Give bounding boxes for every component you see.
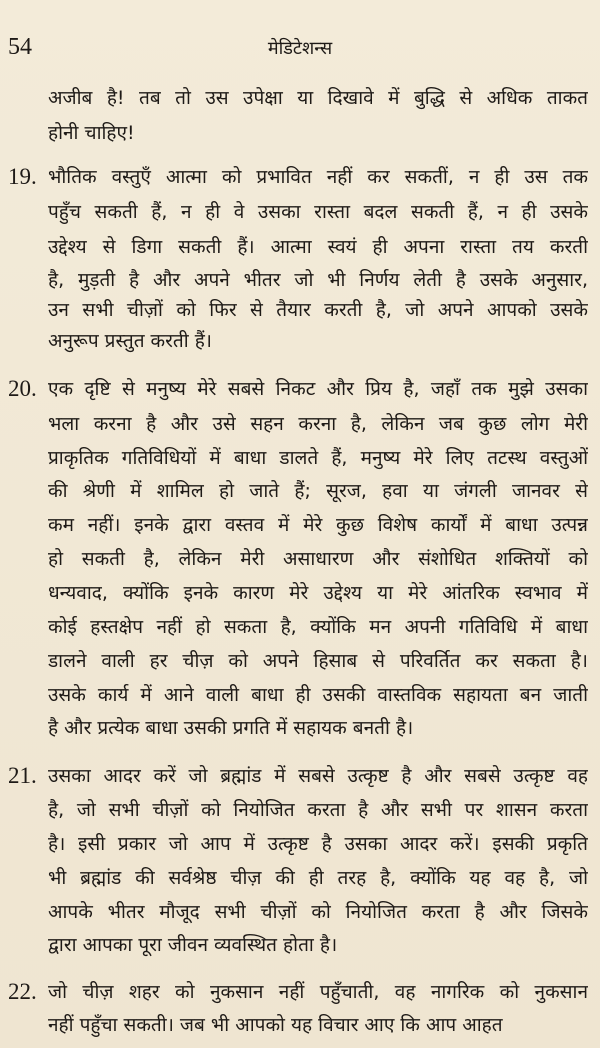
text-line: भौतिक वस्तुएँ आत्मा को प्रभावित नहीं कर सकतीं, न ही उस तक	[48, 166, 588, 188]
text-line: हो सकती है, लेकिन मेरी असाधारण और संशोधित शक्तियों को	[48, 548, 588, 570]
page-number: 54	[8, 34, 32, 60]
paragraph-number: 22.	[8, 979, 37, 1004]
text-line: है, जो सभी चीज़ों को नियोजित करता है और सभी पर शासन करता	[48, 799, 588, 821]
text-line: उद्देश्य से डिगा सकती हैं। आत्मा स्वयं ही अपना रास्ता तय करती	[48, 236, 588, 258]
text-line: अनुरूप प्रस्तुत करती हैं।	[48, 330, 213, 352]
text-line: आपके भीतर मौजूद सभी चीज़ों को नियोजित करता है और जिसके	[48, 901, 588, 923]
text-line: प्राकृतिक गतिविधियों में बाधा डालते हैं, मनुष्य मेरे लिए तटस्थ वस्तुओं	[48, 447, 588, 469]
text-line: होनी चाहिए!	[48, 122, 135, 144]
text-line: उसका आदर करें जो ब्रह्मांड में सबसे उत्कृष्ट है और सबसे उत्कृष्ट वह	[48, 765, 588, 787]
text-line: नहीं पहुँचा सकती। जब भी आपको यह विचार आए कि आप आहत	[48, 1014, 503, 1036]
text-line: है और प्रत्येक बाधा उसकी प्रगति में सहायक बनती है।	[48, 717, 414, 739]
text-line: अजीब है! तब तो उस उपेक्षा या दिखावे में बुद्धि से अधिक ताकत	[48, 87, 588, 109]
text-line: उसके कार्य में आने वाली बाधा ही उसकी वास्तविक सहायता बन जाती	[48, 684, 588, 706]
text-line: है। इसी प्रकार जो आप में उत्कृष्ट है उसका आदर करें। इसकी प्रकृति	[48, 833, 588, 855]
text-line: उन सभी चीज़ों को फिर से तैयार करती है, जो अपने आपको उसके	[48, 299, 588, 321]
paragraph-number: 20.	[8, 376, 37, 401]
text-line: कोई हस्तक्षेप नहीं हो सकता है, क्योंकि मन अपनी गतिविधि में बाधा	[48, 616, 588, 638]
text-line: जो चीज़ शहर को नुकसान नहीं पहुँचाती, वह नागरिक को नुकसान	[48, 981, 588, 1003]
text-line: पहुँच सकती हैं, न ही वे उसका रास्ता बदल सकती हैं, न ही उसके	[48, 201, 588, 223]
paragraph-number: 19.	[8, 164, 37, 189]
text-line: द्वारा आपका पूरा जीवन व्यवस्थित होता है।	[48, 934, 338, 956]
text-line: कम नहीं। इनके द्वारा वस्तव में मेरे कुछ विशेष कार्यों में बाधा उत्पन्न	[48, 514, 588, 536]
text-line: एक दृष्टि से मनुष्य मेरे सबसे निकट और प्रिय है, जहाँ तक मुझे उसका	[48, 378, 588, 400]
text-line: भला करना है और उसे सहन करना है, लेकिन जब कुछ लोग मेरी	[48, 413, 588, 435]
text-line: धन्यवाद, क्योंकि इनके कारण मेरे उद्देश्य या मेरे आंतरिक स्वभाव में	[48, 582, 588, 604]
paragraph-number: 21.	[8, 763, 37, 788]
text-line: है, मुड़ती है और अपने भीतर जो भी निर्णय लेती है उसके अनुसार,	[48, 269, 588, 291]
running-header-title: मेडिटेशन्स	[267, 38, 333, 59]
text-line: भी ब्रह्मांड की सर्वश्रेष्ठ चीज़ की ही तरह है, क्योंकि यह वह है, जो	[48, 867, 588, 889]
text-line: डालने वाली हर चीज़ को अपने हिसाब से परिवर्तित कर सकता है।	[48, 650, 588, 672]
text-line: की श्रेणी में शामिल हो जाते हैं; सूरज, हवा या जंगली जानवर से	[48, 480, 588, 502]
